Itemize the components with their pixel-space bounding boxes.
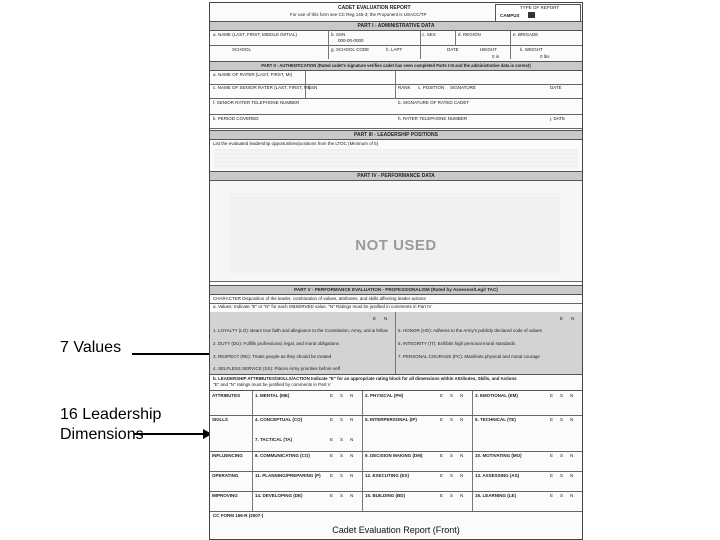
esn-e: E	[330, 493, 334, 498]
values-n-header: N	[571, 316, 575, 321]
dimension-learning: 16. LEARNING (LE)	[475, 493, 517, 498]
rank-label: RANK	[398, 85, 411, 90]
values-note: a. Values: Indicate "E" or "N" for each OBSERVED value. "N" Ratings must be justified in comments in Part IV	[213, 304, 432, 309]
dimensions-table	[210, 390, 582, 511]
group-skills: SKILLS	[212, 417, 229, 422]
form-subtitle: For use of this form see CC Reg 145-3; the Proponent is USACC/TP	[290, 12, 427, 17]
group-attributes: ATTRIBUTES	[212, 393, 241, 398]
cadet-evaluation-form	[209, 2, 583, 540]
group-improving: IMPROVING	[212, 493, 238, 498]
value-item-honor: 5. HONOR (HO): Adheres to the Army's publicly declared code of values	[398, 328, 542, 333]
esn-e: E	[330, 417, 334, 422]
esn-n: N	[350, 417, 354, 422]
esn-s: S	[560, 417, 564, 422]
esn-s: S	[450, 417, 454, 422]
esn-n: N	[350, 437, 354, 442]
brigade-label: e. BRIGADE	[513, 32, 539, 37]
values-e-header: E	[373, 316, 377, 321]
leadership-header: b. LEADERSHIP ATTRIBUTES/SKILLS/ACTION Indicate "E" for an appropriate rating block for all dimensions within Attributes, Skills, and Actions	[213, 376, 517, 381]
part2-row4	[210, 114, 582, 129]
esn-n: N	[350, 393, 354, 398]
esn-e: E	[550, 493, 554, 498]
divider	[455, 31, 456, 45]
callout-dimensions-line2: Dimensions	[60, 426, 144, 443]
callout-values-line	[132, 353, 212, 355]
rater-name-label: a. NAME OF RATER (LAST, FIRST, MI)	[213, 72, 293, 77]
esn-s: S	[560, 453, 564, 458]
period-covered-label: k. PERIOD COVERED	[213, 116, 259, 121]
value-item-loyalty: 1. LOYALTY (LO): Bears true faith and allegiance to the Constitution, Army, unit & fellow	[213, 328, 388, 333]
esn-n: N	[460, 493, 464, 498]
value-item-integrity: 6. INTEGRITY (IT): Exhibits high personal moral standards	[398, 341, 516, 346]
esn-s: S	[450, 393, 454, 398]
dimension-technical: 6. TECHNICAL (TE)	[475, 417, 516, 422]
height-label: HEIGHT	[480, 47, 498, 52]
divider	[395, 312, 396, 374]
esn-n: N	[460, 453, 464, 458]
senior-rater-name-label: c. NAME OF SENIOR RATER (LAST, FIRST, MI)	[213, 85, 311, 90]
esn-e: E	[440, 417, 444, 422]
esn-s: S	[450, 453, 454, 458]
value-item-personal-courage: 7. PERSONAL COURAGE (PC): Manifests physical and moral courage	[398, 354, 540, 359]
dimension-physical: 2. PHYSICAL (PH)	[365, 393, 404, 398]
form-number: CC FORM 156-R (2007-)	[213, 513, 264, 518]
school-label: SCHOOL	[232, 47, 252, 52]
esn-n: N	[460, 393, 464, 398]
esn-e: E	[550, 453, 554, 458]
divider	[305, 71, 306, 99]
esn-e: E	[550, 473, 554, 478]
esn-s: S	[340, 417, 344, 422]
form-footer: Cadet Evaluation Report (Front)	[332, 525, 460, 535]
value-item-selfless-service: 4. SELFLESS SERVICE (SS): Places Army priorities before self	[213, 366, 340, 371]
part4-faded-text	[230, 193, 560, 273]
name-label: a. NAME (LAST, FIRST, MIDDLE INITIAL)	[213, 32, 298, 37]
dimension-developing: 14. DEVELOPING (DE)	[255, 493, 303, 498]
dimension-decision-making: 9. DECISION MAKING (DM)	[365, 453, 423, 458]
dimension-emotional: 3. EMOTIONAL (EM)	[475, 393, 518, 398]
esn-e: E	[330, 437, 334, 442]
esn-s: S	[340, 453, 344, 458]
ssn2-label: SSN	[308, 85, 318, 90]
esn-s: S	[450, 493, 454, 498]
part5-header: PART V - PERFORMANCE EVALUATION - PROFESSIONALISM (Rated by Assessor/Legit TAC)	[210, 285, 582, 295]
values-n-header: N	[384, 316, 388, 321]
ssn-label: b. SSN	[331, 32, 346, 37]
esn-s: S	[340, 473, 344, 478]
esn-e: E	[550, 417, 554, 422]
callout-values: 7 Values	[60, 339, 122, 356]
values-e-header: E	[560, 316, 564, 321]
part1-header: PART I - ADMINISTRATIVE DATA	[210, 21, 582, 31]
date-label: DATE	[447, 47, 459, 52]
esn-s: S	[340, 493, 344, 498]
esn-s: S	[340, 393, 344, 398]
esn-e: E	[440, 453, 444, 458]
campus-checkbox[interactable]	[528, 12, 535, 18]
part4-header: PART IV - PERFORMANCE DATA	[210, 171, 582, 181]
esn-s: S	[560, 473, 564, 478]
dimension-conceptual: 4. CONCEPTUAL (CO)	[255, 417, 303, 422]
cadet-signature-label: b. SIGNATURE OF RATED CADET	[398, 100, 470, 105]
callout-dimensions-line1: 16 Leadership	[60, 406, 162, 423]
esn-e: E	[330, 453, 334, 458]
divider	[395, 71, 396, 99]
esn-n: N	[570, 493, 574, 498]
esn-n: N	[460, 473, 464, 478]
part2-header: PART II - AUTHENTICATION (Rated cadet's signature verifies cadet has seen completed Parts I-III and the administrative data is correct)	[210, 61, 582, 71]
esn-n: N	[460, 417, 464, 422]
sr-phone-label: f. SENIOR RATER TELEPHONE NUMBER	[213, 100, 300, 105]
esn-e: E	[440, 393, 444, 398]
value-item-respect: 3. RESPECT (RE): Treats people as they should be treated	[213, 354, 332, 359]
date2-label: DATE	[550, 85, 562, 90]
part3-content-area	[214, 149, 578, 169]
date3-label: j. DATE	[550, 116, 566, 121]
group-influencing: INFLUENCING	[212, 453, 243, 458]
part3-header: PART III - LEADERSHIP POSITIONS	[210, 130, 582, 140]
dimension-interpersonal: 5. INTERPERSONAL (IP)	[365, 417, 417, 422]
signature-label: SIGNATURE	[450, 85, 476, 90]
not-used-stamp: NOT USED	[355, 237, 437, 254]
esn-n: N	[570, 473, 574, 478]
dimension-planning: 11. PLANNING/PREPARING (P)	[255, 473, 321, 478]
group-operating: OPERATING	[212, 473, 239, 478]
dimension-executing: 12. EXECUTING (EX)	[365, 473, 410, 478]
esn-n: N	[570, 417, 574, 422]
esn-e: E	[440, 473, 444, 478]
type-of-report-label: TYPE OF REPORT	[520, 5, 560, 10]
part3-instructions: List the evaluated leadership opportunities/positions from the LTOC (Minimum of 5)	[213, 141, 379, 146]
callout-dimensions-line	[134, 433, 204, 435]
dimension-assessing: 13. ASSESSING (AS)	[475, 473, 520, 478]
dimension-tactical: 7. TACTICAL (TA)	[255, 437, 292, 442]
dimension-building: 15. BUILDING (BD)	[365, 493, 406, 498]
dimension-motivating: 10. MOTIVATING (MO)	[475, 453, 522, 458]
esn-e: E	[330, 393, 334, 398]
ssn-value: 000-00-0000	[338, 38, 364, 43]
esn-n: N	[350, 453, 354, 458]
esn-n: N	[570, 453, 574, 458]
position-label: c. POSITION	[418, 85, 445, 90]
esn-n: N	[350, 473, 354, 478]
form-title: CADET EVALUATION REPORT	[338, 5, 411, 11]
rater-phone-label: h. RATER TELEPHONE NUMBER	[398, 116, 468, 121]
esn-n: N	[350, 493, 354, 498]
sex-label: c. SEX	[422, 32, 436, 37]
esn-s: S	[340, 437, 344, 442]
esn-s: S	[560, 393, 564, 398]
lapt-label: h. LAPT	[386, 47, 403, 52]
height-value: 0 in	[492, 54, 500, 59]
dimension-communicating: 8. COMMUNICATING (CO)	[255, 453, 310, 458]
weight-label: k. WEIGHT	[520, 47, 543, 52]
character-text: CHARACTER Disposition of the leader, combination of values, attributes, and skills affecting leader actions	[213, 296, 426, 301]
esn-e: E	[550, 393, 554, 398]
esn-e: E	[440, 493, 444, 498]
esn-s: S	[450, 473, 454, 478]
value-item-duty: 2. DUTY (DU): Fulfills professional, legal, and moral obligations	[213, 341, 339, 346]
callout-dimensions	[60, 405, 161, 445]
school-code-label: g. SCHOOL CODE	[331, 47, 370, 52]
esn-s: S	[560, 493, 564, 498]
esn-n: N	[570, 393, 574, 398]
leadership-note: "E" and "N" ratings must be justified by comments in Part V	[213, 382, 331, 387]
dimension-mental: 1. MENTAL (ME)	[255, 393, 290, 398]
esn-e: E	[330, 473, 334, 478]
region-label: d. REGION	[458, 32, 481, 37]
campus-label: CAMPUS	[500, 13, 520, 18]
weight-value: 0 lbs	[540, 54, 550, 59]
